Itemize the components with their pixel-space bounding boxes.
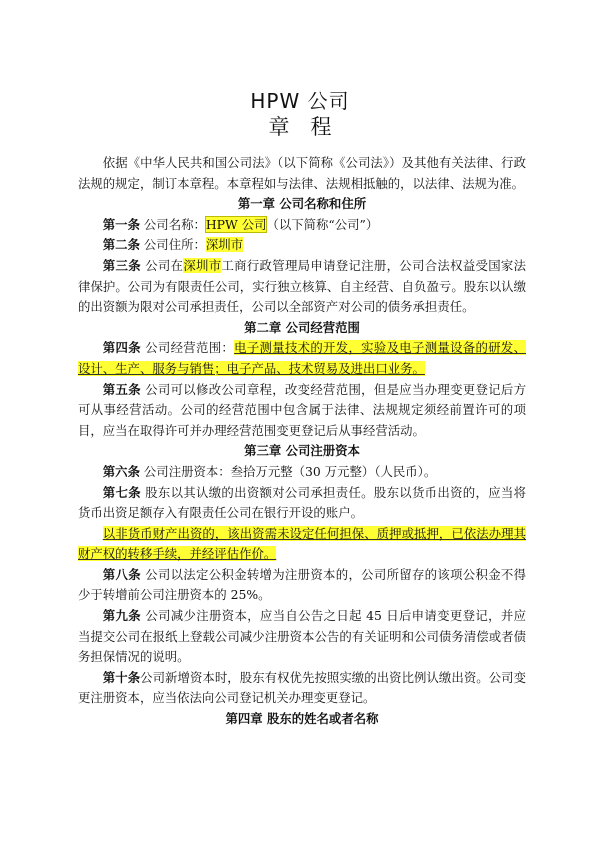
article-1-suffix: （以下简称“公司”） — [266, 216, 379, 232]
non-monetary-contribution-highlight: 以非货币财产出资的，该出资需未设定任何担保、质押或抵押，已依法办理其财产权的转移手续，并经评估作价。 — [78, 525, 526, 562]
article-8-label: 第八条 — [102, 566, 141, 582]
article-8 — [78, 565, 526, 606]
address-highlight: 深圳市 — [205, 237, 244, 253]
preamble: 依据《中华人民共和国公司法》（以下简称《公司法》）及其他有关法律、行政法规的规定，制订本章程。本章程如与法律、法规相抵触的，以法律、法规为准。 — [78, 155, 526, 191]
article-4-label: 第四条 — [102, 340, 141, 356]
article-6-label: 第六条 — [102, 463, 140, 479]
document-title: HPW 公司 — [250, 89, 350, 113]
article-10-text: 公司新增资本时，股东有权优先按照实缴的出资比例认缴出资。公司变更注册资本，应当依法向公司登记机关办理变更登记。 — [78, 669, 527, 706]
article-10-label: 第十条 — [102, 669, 141, 685]
article-3 — [78, 256, 526, 318]
article-1 — [78, 215, 526, 236]
article-7 — [78, 483, 526, 524]
article-6 — [78, 462, 526, 483]
article-8-text: 公司以法定公积金转增为注册资本的，公司所留存的该项公积金不得少于转增前公司注册资本的 25%。 — [78, 566, 527, 603]
article-10 — [78, 668, 526, 709]
article-5 — [78, 380, 526, 442]
article-4 — [78, 338, 526, 379]
article-2-label: 第二条 — [102, 237, 140, 253]
chapter-3-title: 第三章 公司注册资本 — [244, 443, 360, 459]
document-body — [78, 153, 526, 730]
chapter-2-title: 第二章 公司经营范围 — [244, 319, 360, 335]
business-scope-highlight: 电子测量技术的开发，实验及电子测量设备的研发、设计、生产、服务与销售；电子产品、技术贸易及进出口业务。 — [78, 340, 527, 376]
article-1-label: 第一条 — [102, 216, 140, 232]
article-3-prefix: 公司在 — [145, 257, 184, 273]
document-subtitle: 章 程 — [268, 115, 332, 139]
chapter-4-title: 第四章 股东的姓名或者名称 — [225, 711, 379, 727]
article-2 — [78, 235, 526, 256]
chapter-1-title: 第一章 公司名称和住所 — [237, 196, 367, 212]
company-name-highlight: HPW 公司 — [205, 216, 267, 232]
article-7-highlight-paragraph — [78, 524, 526, 565]
article-1-prefix: 公司名称： — [143, 216, 206, 232]
article-9-text: 公司减少注册资本，应当自公告之日起 45 日后申请变更登记，并应当提交公司在报纸上登载公司减少注册资本公告的有关证明和公司债务清偿或者债务担保情况的说明。 — [78, 608, 526, 665]
article-5-label: 第五条 — [102, 381, 141, 397]
article-4-prefix: 公司经营范围： — [145, 340, 235, 356]
article-3-text: 工商行政管理局申请登记注册，公司合法权益受国家法律保护。公司为有限责任公司，实行独立核算、自主经营、自负盈亏。股东以认缴的出资额为限对公司承担责任，公司以全部资产对公司的债务承担责任。 — [78, 257, 527, 315]
article-9 — [78, 606, 526, 668]
article-2-prefix: 公司住所： — [143, 237, 206, 253]
article-6-text: 公司注册资本：叁拾万元整（30 万元整）（人民币）。 — [143, 463, 437, 479]
registration-city-highlight: 深圳市 — [183, 257, 222, 273]
article-7-label: 第七条 — [102, 484, 141, 500]
article-5-text: 公司可以修改公司章程，改变经营范围，但是应当办理变更登记后方可从事经营活动。公司的经营范围中包含属于法律、法规规定须经前置许可的项目，应当在取得许可并办理经营范围变更登记后从事经营活动。 — [78, 381, 527, 438]
article-9-label: 第九条 — [102, 608, 142, 624]
article-3-label: 第三条 — [102, 257, 141, 273]
article-7-text: 股东以其认缴的出资额对公司承担责任。股东以货币出资的，应当将货币出资足额存入有限责任公司在银行开设的账户。 — [78, 484, 527, 521]
